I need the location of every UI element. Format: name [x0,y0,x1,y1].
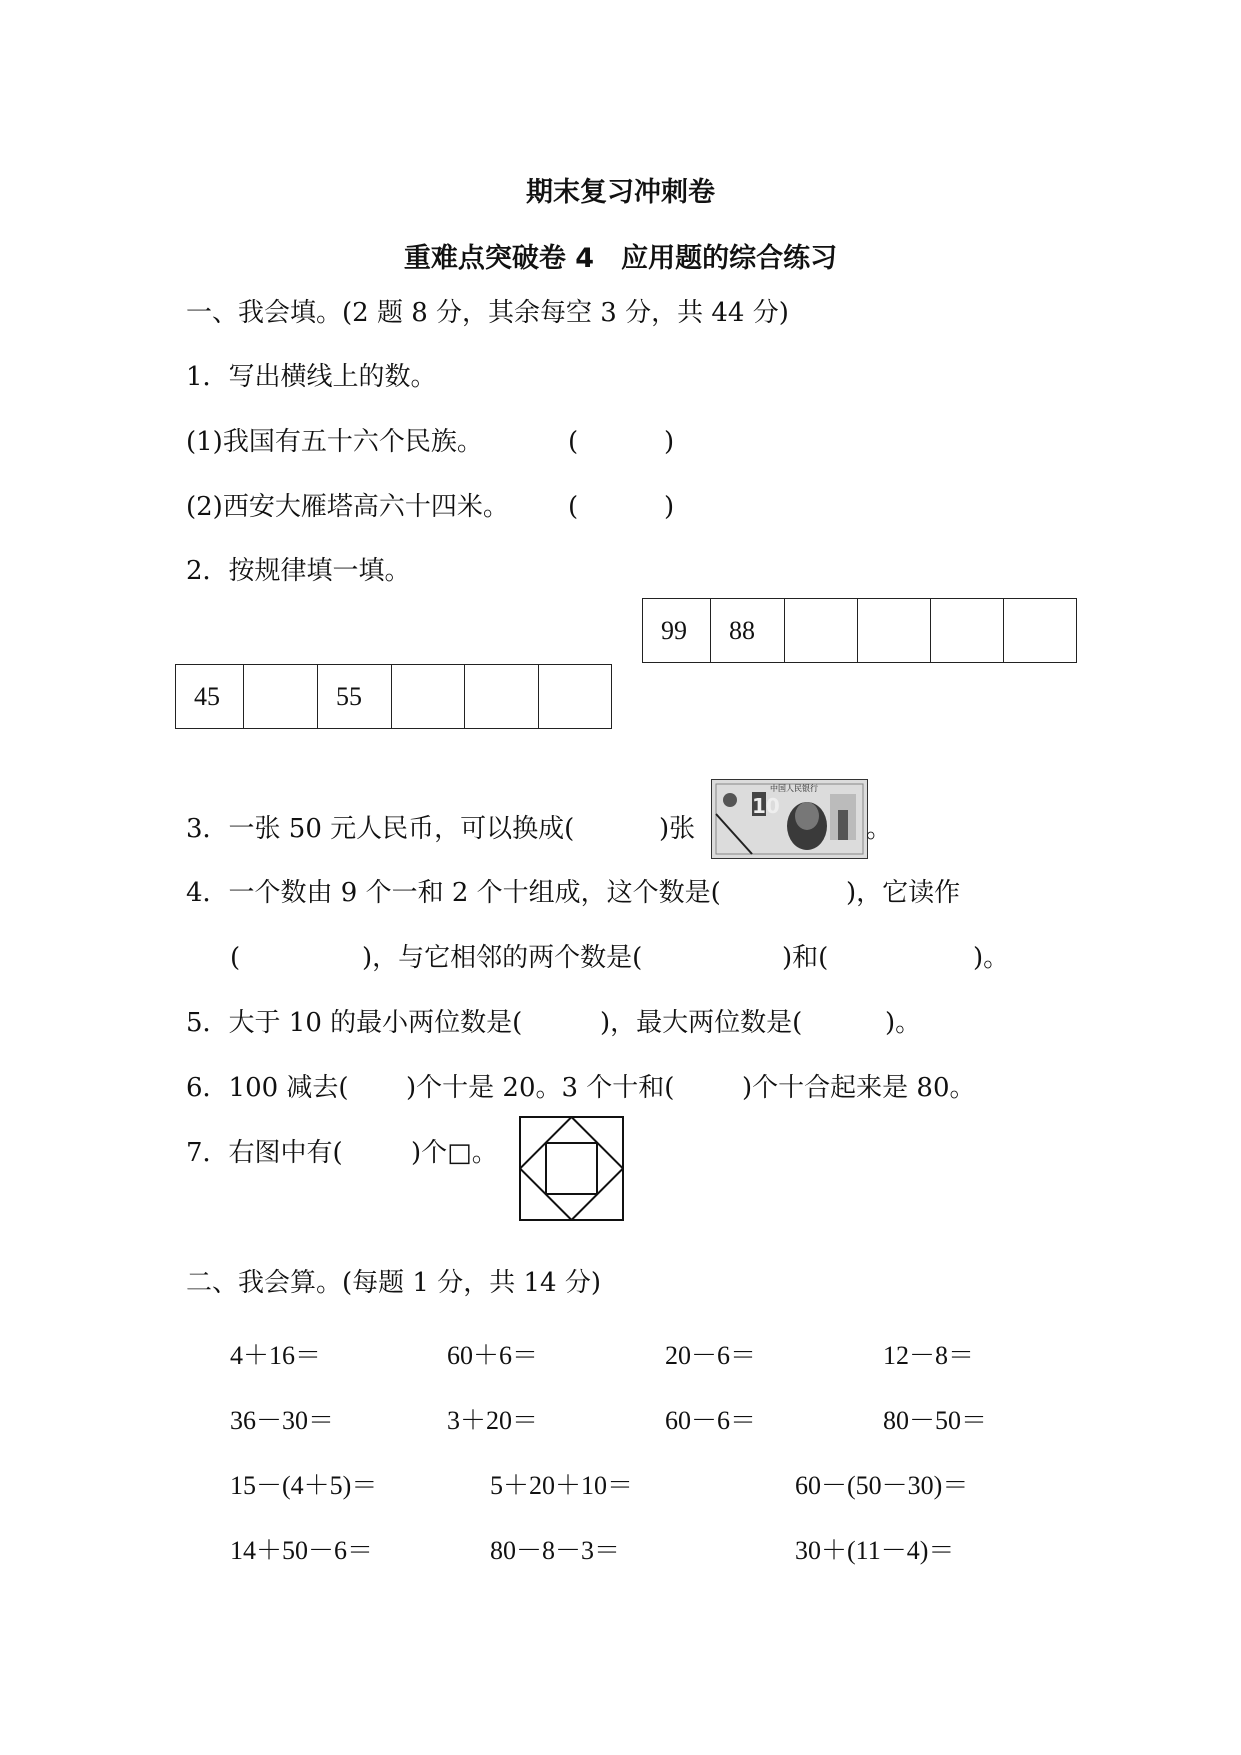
calc-item: 60－6＝ [665,1406,757,1435]
q1-part1-paren-open: ( [568,427,579,457]
seq-b-cell: 55 [318,665,392,729]
seq-b-blank[interactable] [465,665,539,729]
section2-heading: 二、我会算。(每题 1 分，共 14 分) [186,1268,601,1298]
q6-b: )个十是 20。3 个十和( [406,1073,675,1103]
section1-heading: 一、我会填。(2 题 8 分，其余每空 3 分，共 44 分) [186,298,789,328]
q1-part1-paren-close: ) [664,427,675,457]
seq-a-blank[interactable] [1004,599,1077,663]
seq-a-blank[interactable] [858,599,931,663]
seq-a-cell: 88 [711,599,785,663]
calc-item: 15－(4＋5)＝ [230,1471,378,1500]
seq-a-blank[interactable] [931,599,1004,663]
q4-line2-d: )。 [973,943,1010,973]
q7-b: )个□。 [411,1138,498,1168]
q1-part1: (1)我国有五十六个民族。 [186,427,483,457]
calc-item: 80－8－3＝ [490,1536,621,1565]
calc-item: 14＋50－6＝ [230,1536,374,1565]
q4-line2-a: ( [230,943,241,973]
banknote-image [711,779,868,859]
seq-a-cell: 99 [643,599,711,663]
calc-item: 60－(50－30)＝ [795,1471,969,1500]
calc-item: 3＋20＝ [447,1406,539,1435]
calc-item: 30＋(11－4)＝ [795,1536,955,1565]
q4-line1-a: 4．一个数由 9 个一和 2 个十组成，这个数是( [186,878,721,908]
calc-item: 60＋6＝ [447,1341,539,1370]
q3-text-end: 。 [866,814,893,844]
q4-line1-b: )，它读作 [846,878,961,908]
q3-text-before: 3．一张 50 元人民币，可以换成( [186,814,575,844]
q5-b: )，最大两位数是( [600,1008,803,1038]
q6-a: 6．100 减去( [186,1073,349,1103]
seq-b-blank[interactable] [244,665,318,729]
q4-line2-b: )，与它相邻的两个数是( [362,943,643,973]
q3-text-after: )张 [659,814,696,844]
q1-stem: 1．写出横线上的数。 [186,362,437,392]
q5-c: )。 [885,1008,922,1038]
q1-part2-paren-close: ) [664,492,675,522]
calc-item: 4＋16＝ [230,1341,322,1370]
sequence-table-b [175,664,612,729]
seq-b-cell: 45 [176,665,244,729]
banknote-value-text: 10 [752,794,780,818]
banknote-header-text: 中国人民银行 [770,784,818,793]
seq-b-blank[interactable] [539,665,612,729]
q4-line2-c: )和( [782,943,829,973]
q6-c: )个十合起来是 80。 [742,1073,976,1103]
page-subtitle: 重难点突破卷 4 应用题的综合练习 [403,243,838,274]
sequence-table-a [642,598,1077,663]
q1-part2: (2)西安大雁塔高六十四米。 [186,492,509,522]
nested-squares-figure [519,1116,624,1221]
page-title: 期末复习冲刺卷 [526,177,715,208]
calc-item: 80－50＝ [883,1406,988,1435]
q2-stem: 2．按规律填一填。 [186,556,411,586]
calc-item: 20－6＝ [665,1341,757,1370]
q7-a: 7．右图中有( [186,1138,343,1168]
seq-b-blank[interactable] [392,665,465,729]
seq-a-blank[interactable] [785,599,858,663]
calc-item: 12－8＝ [883,1341,975,1370]
q1-part2-paren-open: ( [568,492,579,522]
calc-item: 36－30＝ [230,1406,335,1435]
q5-a: 5．大于 10 的最小两位数是( [186,1008,523,1038]
calc-item: 5＋20＋10＝ [490,1471,634,1500]
